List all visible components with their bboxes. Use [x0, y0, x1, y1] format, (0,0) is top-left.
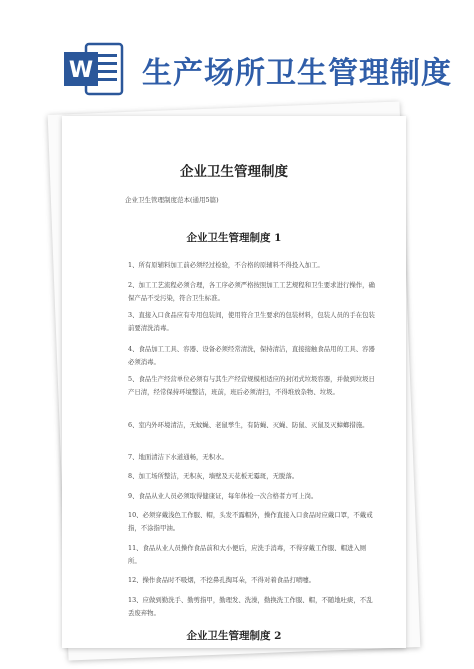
document-subtitle: 企业卫生管理制度范本(通用5篇)	[125, 196, 219, 204]
section-2-title: 企业卫生管理制度 2	[186, 630, 282, 642]
document-title: 企业卫生管理制度	[180, 164, 288, 180]
list-item: 6、室内外环境清洁，无蚊蝇、老鼠孳生，有防蝇、灭蝇、防鼠、灭鼠及灭蟑螂措施。	[128, 421, 369, 429]
list-item: 13、应做到勤洗手、勤剪指甲，勤理发、洗澡，勤换洗工作服、帽，不随地吐痰，不乱丢废弃物。	[128, 596, 373, 617]
list-item: 9、食品从业人员必须取得健康证，每年体检一次合格者方可上岗。	[128, 492, 318, 500]
list-item: 10、必须穿戴浅色工作服、帽，头发不露帽外，操作直接入口食品时应戴口罩，不戴戒指，不涂指甲油。	[128, 511, 373, 532]
document-preview	[58, 108, 410, 654]
word-icon-letter: W	[68, 58, 94, 83]
list-item: 5、食品生产经营单位必须有与其生产经营规模相适应的封闭式垃圾容器，并做到垃圾日产日清，经常保持环境整洁，班前，班后必须清扫，不得堆放杂物、垃圾。	[128, 375, 375, 396]
word-document-icon	[62, 40, 124, 98]
list-item: 8、加工场所整洁，无积灰，墙壁及天花板无霉斑，无脱落。	[128, 472, 299, 480]
section-1-title: 企业卫生管理制度 1	[186, 232, 282, 244]
list-item: 11、食品从业人员操作食品前和大小便后，应洗手消毒，不得穿戴工作服、帽进入厕所。	[128, 544, 367, 565]
list-item: 4、食品加工工具、容器、设备必须经常清洗，保持清洁，直接接触食品用的工具、容器必须消毒。	[128, 345, 375, 366]
header-banner	[0, 0, 474, 112]
list-item: 1、所有原辅料加工前必须经过检验，不合格的原辅料不得投入加工。	[128, 261, 324, 269]
list-item: 7、地面清洁下水道通畅，无积水。	[128, 453, 228, 461]
list-item: 12、操作食品时不吸烟，不挖鼻孔掏耳朵，不得对着食品打喷嚏。	[128, 576, 316, 584]
list-item: 2、加工工艺流程必须合理，各工序必须严格按照加工工艺规程和卫生要求进行操作，确保产品不受污染，符合卫生标准。	[128, 281, 375, 302]
document-page	[62, 116, 406, 648]
list-item: 3、直接入口食品应有专用包装间，使用符合卫生要求的包装材料，包装人员的手在包装前要清洗消毒。	[128, 311, 375, 332]
banner-title: 生产场所卫生管理制度	[142, 56, 452, 91]
